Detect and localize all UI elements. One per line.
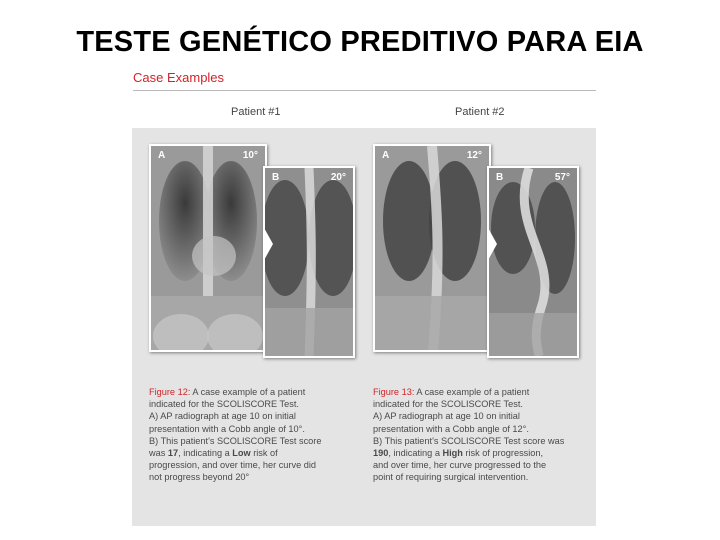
- patient-2-xray-b-letter: B: [496, 172, 504, 183]
- chest-radiograph-image: [151, 146, 265, 350]
- spine-radiograph-image: [265, 168, 353, 356]
- risk-level: High: [442, 448, 463, 459]
- caption-text: indicated for the SCOLISCORE Test.: [149, 399, 299, 410]
- caption-text: A) AP radiograph at age 10 on initial: [373, 411, 520, 422]
- chest-radiograph-image: [375, 146, 489, 350]
- patient-2-xray-a-angle: 12°: [466, 150, 482, 161]
- caption-text: A) AP radiograph at age 10 on initial: [149, 411, 296, 422]
- patient-2-arrow-icon: [487, 226, 497, 262]
- patient-1-xray-a: [149, 144, 267, 352]
- patient-1-caption: [149, 386, 349, 484]
- caption-text: presentation with a Cobb angle of 10°.: [149, 423, 305, 434]
- caption-text: point of requiring surgical intervention.: [373, 472, 529, 483]
- caption-text: indicated for the SCOLISCORE Test.: [373, 399, 523, 410]
- caption-text: A case example of a patient: [414, 387, 530, 397]
- spine-radiograph-image: [489, 168, 577, 356]
- caption-text: and over time, her curve progressed to the: [373, 460, 547, 471]
- figure-12-label: Figure 12:: [149, 387, 191, 397]
- patient-2-xray-b-angle: 57°: [554, 172, 570, 183]
- figure-13-label: Figure 13:: [373, 387, 415, 397]
- score-value: 190: [373, 448, 389, 459]
- patient-1-arrow-icon: [263, 226, 273, 262]
- caption-text: presentation with a Cobb angle of 12°.: [373, 423, 529, 434]
- patient-1-xray-b-angle: 20°: [330, 172, 346, 183]
- caption-text: was: [149, 448, 168, 459]
- caption-text: risk of: [250, 448, 278, 459]
- risk-level: Low: [232, 448, 251, 459]
- caption-text: , indicating a: [388, 448, 443, 459]
- caption-text: , indicating a: [178, 448, 233, 459]
- patient-2-caption: [373, 386, 573, 484]
- slide-title: TESTE GENÉTICO PREDITIVO PARA EIA: [76, 26, 644, 58]
- patient-2-label: Patient #2: [455, 106, 505, 118]
- patient-2-xray-a: [373, 144, 491, 352]
- caption-text: not progress beyond 20°: [149, 472, 250, 483]
- patient-1-label: Patient #1: [231, 106, 281, 118]
- patient-1-xray-a-letter: A: [158, 150, 166, 161]
- caption-text: progression, and over time, her curve did: [149, 460, 316, 471]
- patient-2-xray-a-letter: A: [382, 150, 390, 161]
- patient-1-xray-b-letter: B: [272, 172, 280, 183]
- caption-text: B) This patient's SCOLISCORE Test score: [149, 435, 322, 446]
- caption-text: risk of progression,: [462, 448, 544, 459]
- section-title: Case Examples: [133, 70, 225, 85]
- section-divider: [133, 90, 596, 91]
- case-examples-panel: [132, 128, 596, 526]
- patient-1-xray-a-angle: 10°: [242, 150, 258, 161]
- caption-text: A case example of a patient: [190, 387, 306, 397]
- caption-text: B) This patient's SCOLISCORE Test score was: [373, 435, 565, 446]
- patient-1-xray-b: [263, 166, 355, 358]
- score-value: 17: [167, 448, 179, 459]
- patient-2-xray-b: [487, 166, 579, 358]
